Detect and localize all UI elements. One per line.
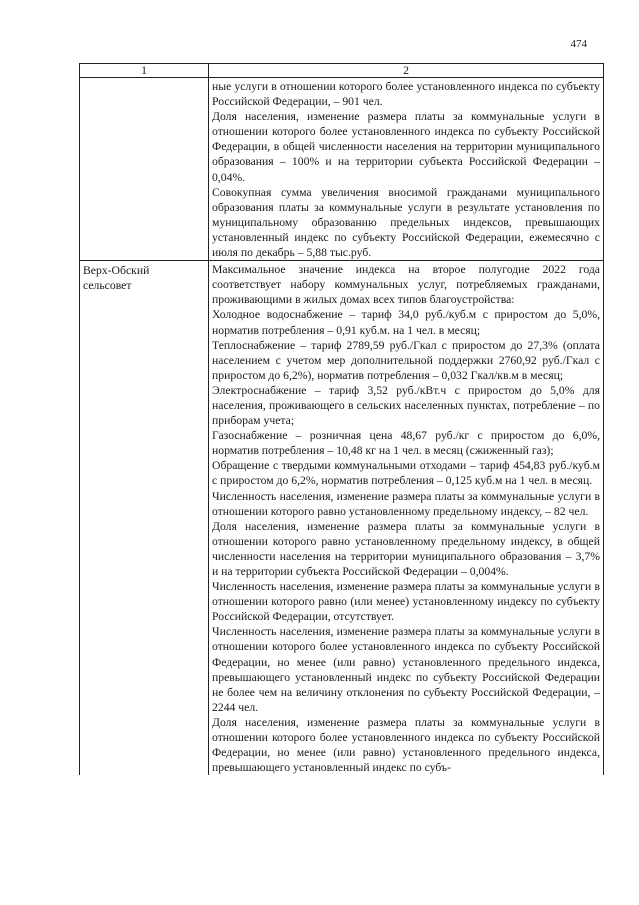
paragraph: Обращение с твердыми коммунальными отходами – тариф 454,83 руб./куб.м с приростом до 6,2%, норматив потребления – 0,125 куб.м на 1 чел. в месяц. bbox=[212, 459, 600, 488]
paragraph: Электроснабжение – тариф 3,52 руб./кВт.ч с приростом до 5,0% для населения, проживающего в сельских населенных пунктах, потребление – по приборам учета; bbox=[212, 383, 600, 428]
region-name bbox=[83, 261, 205, 293]
paragraph: Максимальное значение индекса на второе полугодие 2022 года соответствует набору коммунальных услуг, потребляемых гражданами, проживающими в жилых домах всех типов благоустройства: bbox=[212, 263, 600, 307]
description-cell bbox=[209, 78, 604, 261]
paragraph: Численность населения, изменение размера платы за коммунальные услуги в отношении которого равно (или менее) установленному индексу по субъекту Российской Федерации, отсутствует. bbox=[212, 580, 600, 624]
region-cell bbox=[80, 261, 209, 776]
header-col-1: 1 bbox=[80, 64, 209, 78]
page-number: 474 bbox=[570, 38, 587, 50]
table-row bbox=[80, 78, 604, 261]
paragraph: Теплоснабжение – тариф 2789,59 руб./Гкал с приростом до 27,3% (оплата населением с учетом мер дополнительной поддержки 2760,92 руб./Гкал с приростом до 6,2%), норматив потребления – 0,032 Гкал/кв.м в месяц; bbox=[212, 338, 600, 382]
region-name-line-1: Верх-Обский bbox=[83, 264, 150, 278]
row2-content bbox=[212, 261, 600, 775]
row1-content bbox=[212, 78, 600, 260]
paragraph: Численность населения, изменение размера платы за коммунальные услуги в отношении которого более установленного индекса по субъекту Российской Федерации, но менее (или равно) установленного предельного индекса, превышающего установленный индекс по субъекту Российской Федерации не более чем на величину отклонения по субъекту Российской Федерации, – 2244 чел. bbox=[212, 625, 600, 714]
paragraph: Доля населения, изменение размера платы за коммунальные услуги в отношении которого равно установленному предельному индексу, в общей численности населения на территории муниципального образования – 3,7% и на территории субъекта Российской Федерации – 0,004%. bbox=[212, 519, 600, 578]
paragraph: Доля населения, изменение размера платы за коммунальные услуги в отношении которого более установленного индекса по субъекту Российской Федерации, в общей численности населения на территории муниципального образования – 100% и на территории субъекта Российской Федерации – 0,04%. bbox=[212, 110, 600, 184]
paragraph: Доля населения, изменение размера платы за коммунальные услуги в отношении которого более установленного индекса по субъекту Российской Федерации, но менее (или равно) установленного предельного индекса, превышающего установленный индекс по субъ- bbox=[212, 715, 600, 775]
paragraph: Численность населения, изменение размера платы за коммунальные услуги в отношении которого равно установленному предельному индексу, – 82 чел. bbox=[212, 489, 600, 518]
paragraph: Совокупная сумма увеличения вносимой гражданами муниципального образования платы за коммунальные услуги в результате установления по муниципальному образованию предельных индексов, превышающих установленный индекс по субъекту Российской Федерации, ежемесячно с июля по декабрь – 5,88 тыс.руб. bbox=[212, 185, 600, 260]
description-cell bbox=[209, 261, 604, 776]
region-name-line-2: сельсовет bbox=[83, 279, 132, 293]
table-header-row bbox=[80, 64, 604, 78]
document-table bbox=[79, 63, 604, 775]
paragraph: Холодное водоснабжение – тариф 34,0 руб./куб.м с приростом до 5,0%, норматив потребления – 0,91 куб.м. на 1 чел. в месяц; bbox=[212, 308, 600, 337]
region-cell bbox=[80, 78, 209, 261]
table-row bbox=[80, 261, 604, 776]
paragraph: Газоснабжение – розничная цена 48,67 руб./кг с приростом до 6,0%, норматив потребления – 10,48 кг на 1 чел. в месяц (сжиженный газ); bbox=[212, 429, 600, 458]
paragraph: ные услуги в отношении которого более установленного индекса по субъекту Российской Федерации, – 901 чел. bbox=[212, 80, 600, 109]
header-col-2: 2 bbox=[209, 64, 604, 78]
